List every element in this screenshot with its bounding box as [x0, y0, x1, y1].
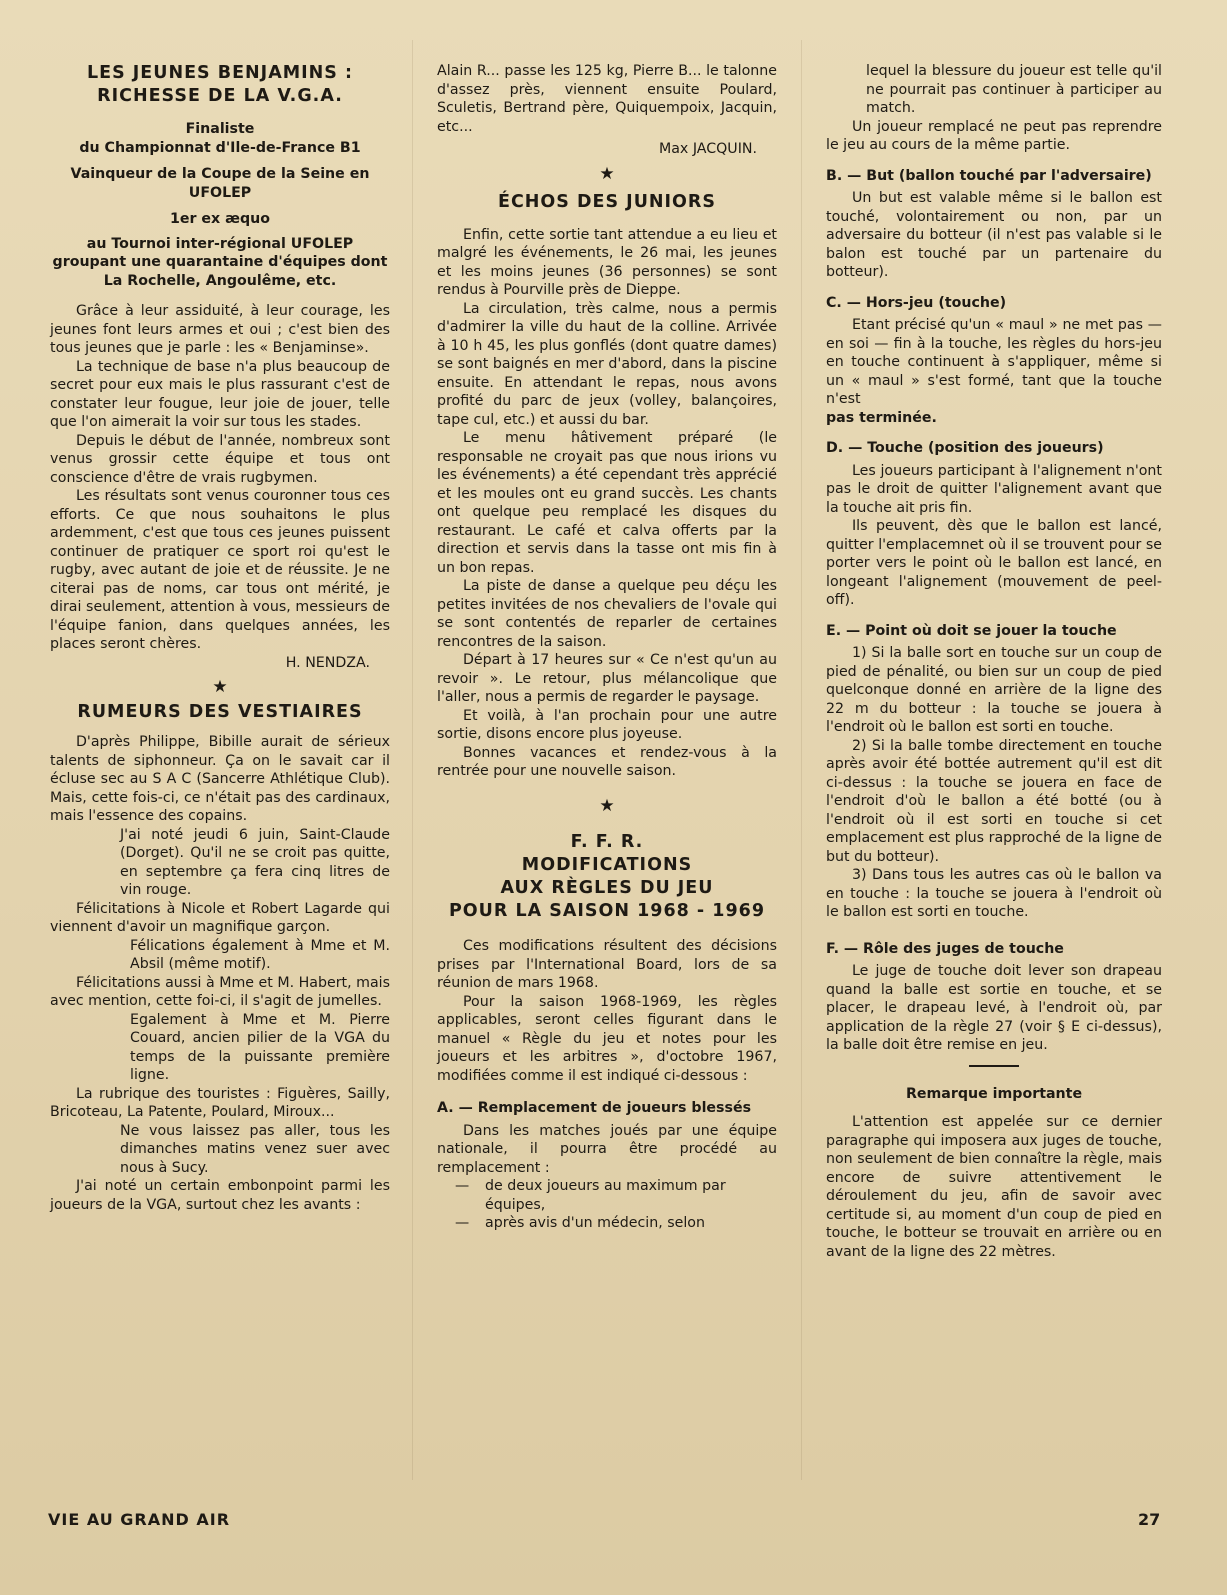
article-title-rumeurs: RUMEURS DES VESTIAIRES: [77, 701, 363, 722]
paragraph: Félicitations à Nicole et Robert Lagarde qui viennent d'avoir un magnifique garçon.: [50, 900, 390, 935]
subtitle-tournoi: au Tournoi inter-régional UFOLEP groupant une quarantaine d'équipes dont La Rochelle, Angoulême, etc.: [52, 235, 388, 289]
paragraph: Dans les matches joués par une équipe nationale, il pourra être procédé au remplacement :: [437, 1122, 777, 1176]
section-heading-d: D. — Touche (position des joueurs): [826, 440, 1104, 456]
subtitle-championnat: du Championnat d'Ile-de-France B1: [79, 139, 361, 156]
paragraph: La piste de danse a quelque peu déçu les petites invitées de nos chevaliers de l'ovale qui se sont contentés de reparler de certaines rencontres de la saison.: [437, 578, 777, 650]
paragraph: Bonnes vacances et rendez-vous à la rentrée pour une nouvelle saison.: [437, 744, 777, 779]
article-title-benjamins: LES JEUNES BENJAMINS : RICHESSE DE LA V.G.A.: [86, 63, 354, 106]
paragraph: Le juge de touche doit lever son drapeau quand la balle est sortie en touche, et se placer, le drapeau levé, à l'endroit où, par application de la règle 27 (voir § E ci-dessus), la balle doit être remise en jeu.: [826, 963, 1162, 1053]
article-title-ffr: F. F. R. MODIFICATIONS AUX RÈGLES DU JEU POUR LA SAISON 1968 - 1969: [448, 832, 765, 921]
paragraph: L'attention est appelée sur ce dernier paragraphe qui imposera aux juges de touche, non seulement de bien connaître la règle, mais encore de suivre attentivement le déroulement du jeu, afin de savoir avec certitude si, au moment d'un coup de pied en touche, le botteur se trouvait en arrière ou en avant de la ligne des 22 mètres.: [826, 1114, 1162, 1260]
signature: Max JACQUIN.: [659, 141, 757, 157]
section-heading-a: A. — Remplacement de joueurs blessés: [437, 1100, 752, 1116]
paragraph: Pour la saison 1968-1969, les règles applicables, seront celles figurant dans le manuel « Règle du jeu et notes pour les joueurs et les arbitres », d'octobre 1967, modifiées comme il est indiqué ci-dessous :: [437, 993, 777, 1084]
paragraph: Etant précisé qu'un « maul » ne met pas — en soi — fin à la touche, les règles du hors-jeu en touche continuent à s'appliquer, même si un « maul » s'est formé, tant que la touche n'est: [826, 317, 1162, 407]
subtitle-ex-aequo: 1er ex æquo: [169, 211, 270, 227]
subtitle-finaliste: Finaliste: [185, 121, 255, 137]
paragraph: 2) Si la balle tombe directement en touche après avoir été bottée autrement qu'il est dit ci-dessus : la touche se jouera en face de l'endroit d'où le ballon a été botté (ou à l'endroit où il est sorti en touche si cet emplacement est plus rapproché de la ligne de but du botteur).: [826, 737, 1162, 865]
paragraph: Un but est valable même si le ballon est touché, volontairement ou non, par un adversaire du botteur (il n'est pas valable si le balon est touché par un partenaire du botteur).: [826, 190, 1162, 280]
paragraph: 1) Si la balle sort en touche sur un coup de pied de pénalité, ou bien sur un coup de pied quelconque donné en arrière de la ligne des 22 m du botteur : la touche se jouera à l'endroit où le ballon est sorti en touche.: [826, 645, 1162, 735]
column-divider: [801, 40, 802, 1480]
horizontal-rule: [969, 1065, 1019, 1067]
subtitle-coupe: Vainqueur de la Coupe de la Seine en UFOLEP: [70, 166, 370, 201]
column-divider: [412, 40, 413, 1480]
paragraph: Un joueur remplacé ne peut pas reprendre le jeu au cours de la même partie.: [826, 118, 1162, 153]
paragraph: Enfin, cette sortie tant attendue a eu lieu et malgré les événements, le 26 mai, les jeunes et les moins jeunes (36 personnes) se sont rendus à Pourville près de Dieppe.: [437, 226, 777, 298]
paragraph: Grâce à leur assiduité, à leur courage, les jeunes font leurs armes et oui ; c'est bien des tous jeunes que je parle : les « Benjaminse».: [50, 303, 390, 356]
article-title-juniors: ÉCHOS DES JUNIORS: [497, 192, 717, 212]
remarque-heading: Remarque importante: [905, 1085, 1083, 1102]
page-number: 27: [1138, 1510, 1161, 1529]
paragraph: Et voilà, à l'an prochain pour une autre sortie, disons encore plus joyeuse.: [437, 707, 777, 742]
paragraph: Depuis le début de l'année, nombreux sont venus grossir cette équipe et tous ont conscience d'être de vrais rugbymen.: [50, 432, 390, 486]
paragraph: D'après Philippe, Bibille aurait de sérieux talents de siphonneur. Ça on le savait car il écluse sec au S A C (Sancerre Athlétique Club). Mais, cette fois-ci, ce n'était pas des cardinaux, mais l'essence des copains.: [50, 734, 390, 824]
section-heading-b: B. — But (ballon touché par l'adversaire): [826, 167, 1152, 184]
section-heading-c: C. — Hors-jeu (touche): [826, 294, 1007, 311]
paragraph: Départ à 17 heures sur « Ce n'est qu'un au revoir ». Le retour, plus mélancolique que l'aller, nous a permis de regarder le paysage.: [437, 652, 777, 705]
paragraph: Ne vous laissez pas aller, tous les dimanches matins venez suer avec nous à Sucy.: [120, 1122, 390, 1176]
paragraph: J'ai noté un certain embonpoint parmi les joueurs de la VGA, surtout chez les avants :: [50, 1178, 390, 1213]
signature: H. NENDZA.: [285, 654, 370, 671]
paragraph: Le menu hâtivement préparé (le responsable ne croyait pas que nous irions vu les événements) a été cependant très apprécié et les moules ont eu grand succès. Les chants ont quelque peu remplacé les disques du restaurant. Le café et calva offerts par la direction et servis dans la tasse ont mis fin à un bon repas.: [437, 430, 777, 576]
paragraph: Alain R... passe les 125 kg, Pierre B... le talonne d'assez près, viennent ensuite Poulard, Sculetis, Bertrand père, Quiquempoix, Jacquin, etc...: [437, 63, 777, 135]
magazine-name: VIE AU GRAND AIR: [48, 1510, 231, 1529]
paragraph: 3) Dans tous les autres cas où le ballon va en touche : la touche se jouera à l'endroit où le ballon est sorti en touche.: [826, 867, 1162, 920]
column-1: [50, 62, 390, 1214]
column-2: [437, 62, 777, 1233]
star-separator: ★: [212, 677, 228, 697]
star-separator: ★: [599, 163, 615, 184]
paragraph: Félications également à Mme et M. Absil (même motif).: [130, 937, 390, 972]
paragraph: La rubrique des touristes : Figuères, Sailly, Bricoteau, La Patente, Poulard, Miroux...: [50, 1085, 390, 1120]
list-item: — de deux joueurs au maximum par équipes,: [455, 1178, 726, 1213]
emphasis-text: pas terminée.: [826, 409, 937, 426]
paragraph: La circulation, très calme, nous a permis d'admirer la ville du haut de la colline. Arrivée à 10 h 45, les plus gonflés (dont quatre dames) se sont baignés en mer d'abord, dans la piscine ensuite. En attendant le repas, nous avons profité du parc de jeux (volley, balançoires, tape cul, etc.) et aussi du bar.: [437, 300, 777, 428]
paragraph: Egalement à Mme et M. Pierre Couard, ancien pilier de la VGA du temps de la puissante première ligne.: [130, 1011, 390, 1083]
section-heading-e: E. — Point où doit se jouer la touche: [826, 622, 1117, 639]
paragraph: La technique de base n'a plus beaucoup de secret pour eux mais le plus rassurant c'est de constater leur fougue, leur joie de jouer, telle que l'on aimerait la voir sur tous les stades.: [50, 358, 390, 430]
section-heading-f: F. — Rôle des juges de touche: [826, 940, 1064, 957]
paragraph: Les résultats sont venus couronner tous ces efforts. Ce que nous souhaitons le plus ardemment, c'est que tous ces jeunes puissent continuer de pratiquer ce sport roi qu'est le rugby, avec autant de joie et de réussite. Je ne citerai pas de noms, car tous ont mérité, je dirai seulement, attention à vous, messieurs de l'équipe fanion, dans quelques années, les places seront chères.: [50, 488, 390, 652]
paragraph: Ils peuvent, dès que le ballon est lancé, quitter l'emplacemnet où il se trouvent pour se porter vers le point où le ballon est lancé, en longeant l'alignement (mouvement de peel-off).: [826, 518, 1162, 608]
paragraph: Ces modifications résultent des décisions prises par l'International Board, lors de sa réunion de mars 1968.: [437, 938, 777, 991]
list-item: — après avis d'un médecin, selon: [455, 1215, 705, 1231]
star-separator: ★: [599, 795, 615, 816]
paragraph: J'ai noté jeudi 6 juin, Saint-Claude (Dorget). Qu'il ne se croit pas quitte, en septembre ça fera cinq litres de vin rouge.: [120, 826, 390, 898]
paragraph: Félicitations aussi à Mme et M. Habert, mais avec mention, cette foi-ci, il s'agit de jumelles.: [50, 974, 390, 1009]
paragraph: lequel la blessure du joueur est telle qu'il ne pourrait pas continuer à participer au match.: [866, 63, 1162, 116]
paragraph: Les joueurs participant à l'alignement n'ont pas le droit de quitter l'alignement avant que la touche ait pris fin.: [826, 462, 1162, 516]
column-3: [826, 62, 1162, 1261]
